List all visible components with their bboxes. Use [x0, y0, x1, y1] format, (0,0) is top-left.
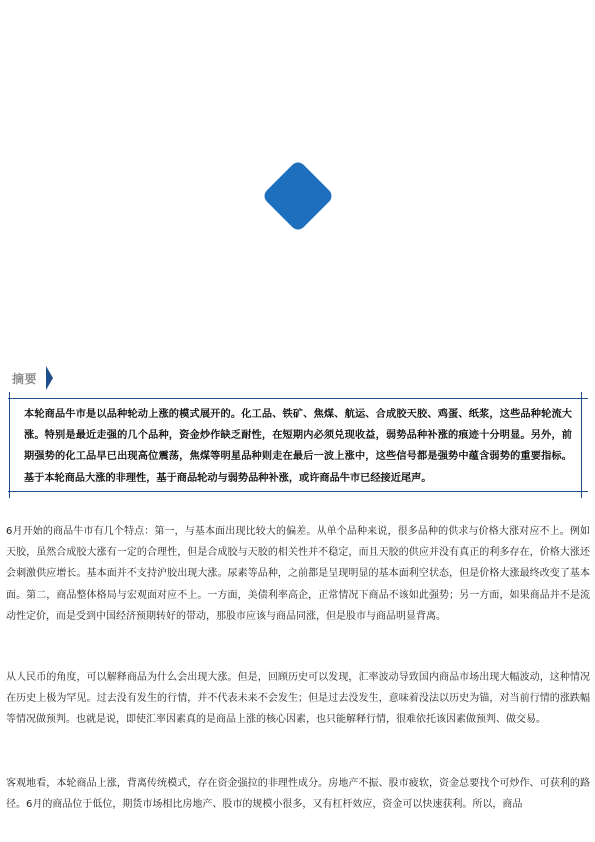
summary-top-rule	[8, 398, 588, 399]
summary-right-tick	[581, 392, 582, 498]
body-paragraph-1: 6月开始的商品牛市有几个特点：第一，与基本面出现比较大的偏差。从单个品种来说，很多品种的供求与价格大涨对应不上。例如天胶，虽然合成胶大涨有一定的合理性，但是合成胶与天胶的相关性并不稳定，而且天胶的供应并没有真正的利多存在，价格大涨还会刺激供应增长。基本面并不支持沪胶出现大涨。尿素等品种，之前都是呈现明显的基本面利空状态，但是价格大涨最终改变了基本面。第二，商品整体格局与宏观面对应不上。一方面，美债利率高企，正常情况下商品不该如此强势；另一方面，如果商品并不是流动性定价，而是受到中国经济预期转好的带动，那股市应该与商品同涨，但是股市与商品明显背离。	[6, 526, 590, 622]
summary-heading	[12, 366, 53, 390]
summary-text: 本轮商品牛市是以品种轮动上涨的模式展开的。化工品、铁矿、焦煤、航运、合成胶天胶、鸡蛋、纸浆，这些品种轮流大涨。特别是最近走强的几个品种，资金炒作缺乏耐性，在短期内必须兑现收益，弱势品种补涨的痕迹十分明显。另外，前期强势的化工品早已出现高位震荡，焦煤等明星品种则走在最后一波上涨中，这些信号都是强势中蕴含弱势的重要指标。基于本轮商品大涨的非理性，基于商品轮动与弱势品种补涨，或许商品牛市已经接近尾声。	[24, 409, 572, 484]
summary-left-tick	[9, 392, 10, 498]
summary-label: 摘要	[12, 371, 38, 386]
blue-diamond-logo-icon	[258, 156, 338, 236]
summary-box	[8, 398, 588, 492]
summary-bottom-rule	[8, 491, 588, 492]
arrow-right-icon	[46, 366, 53, 390]
body-paragraph-3: 客观地看，本轮商品上涨，背离传统模式，存在资金强拉的非理性成分。房地产不振、股市疲软，资金总要找个可炒作、可获利的路径。6月的商品位于低位，期货市场相比房地产、股市的规模小很多，又有杠杆效应，资金可以快速获利。所以，商品	[6, 778, 590, 811]
body-paragraph-2: 从人民币的角度，可以解释商品为什么会出现大涨。但是，回顾历史可以发现，汇率波动导致国内商品市场出现大幅波动，这种情况在历史上极为罕见。过去没有发生的行情，并不代表未来不会发生；但是过去没发生，意味着没法以历史为锚，对当前行情的涨跌幅等情况做预判。也就是说，即使汇率因素真的是商品上涨的核心因素，也只能解释行情，很难依托该因素做预判、做交易。	[6, 672, 590, 726]
